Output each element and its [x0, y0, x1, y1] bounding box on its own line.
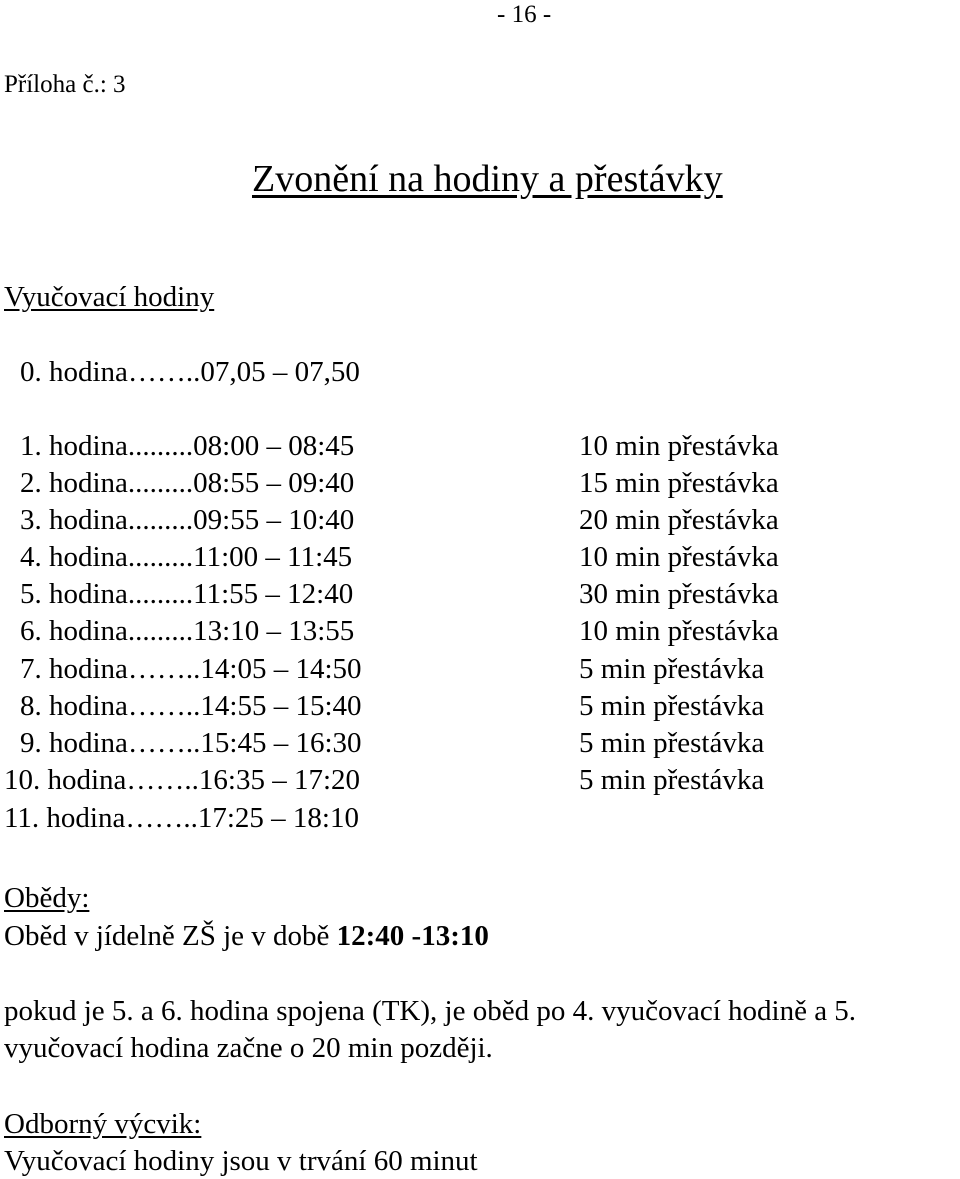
lesson-row [0, 580, 960, 617]
break-length: 20 min přestávka [579, 504, 779, 536]
training-text: Vyučovací hodiny jsou v trvání 60 minut [4, 1145, 478, 1177]
lunch-heading: Obědy: [4, 882, 90, 914]
lesson-row [0, 655, 960, 692]
lesson-time: 10. hodina……..16:35 – 17:20 [4, 764, 361, 796]
break-length: 5 min přestávka [579, 653, 765, 685]
page-number: - 16 - [497, 1, 552, 28]
lesson-time: 4. hodina.........11:00 – 11:45 [20, 541, 353, 573]
lunch-time: 12:40 -13:10 [336, 920, 489, 952]
page-title: Zvonění na hodiny a přestávky [252, 158, 723, 200]
lesson-time: 11. hodina……..17:25 – 18:10 [4, 802, 359, 834]
lesson-row [0, 617, 960, 654]
lesson-time: 9. hodina……..15:45 – 16:30 [20, 727, 362, 759]
lesson-row [0, 766, 960, 803]
lesson-time: 0. hodina……..07,05 – 07,50 [20, 356, 360, 388]
break-length: 5 min přestávka [579, 764, 765, 796]
lesson-time: 1. hodina.........08:00 – 08:45 [20, 430, 355, 462]
lesson-row [0, 506, 960, 543]
lessons-heading: Vyučovací hodiny [4, 281, 215, 313]
break-length: 30 min přestávka [579, 578, 779, 610]
break-length: 15 min přestávka [579, 467, 779, 499]
lesson-row [0, 432, 960, 469]
lesson-row [0, 692, 960, 729]
lunch-note-line-2: vyučovací hodina začne o 20 min později. [4, 1032, 493, 1064]
break-length: 5 min přestávka [579, 727, 765, 759]
lesson-row [0, 543, 960, 580]
lunch-time-line [4, 922, 489, 951]
break-length: 5 min přestávka [579, 690, 765, 722]
lesson-time: 5. hodina.........11:55 – 12:40 [20, 578, 354, 610]
lunch-text: Oběd v jídelně ZŠ je v době [4, 920, 337, 952]
lunch-note-line-1: pokud je 5. a 6. hodina spojena (TK), je oběd po 4. vyučovací hodině a 5. [4, 995, 857, 1027]
lesson-time: 7. hodina……..14:05 – 14:50 [20, 653, 362, 685]
lesson-time: 2. hodina.........08:55 – 09:40 [20, 467, 355, 499]
lesson-time: 3. hodina.........09:55 – 10:40 [20, 504, 355, 536]
training-heading: Odborný výcvik: [4, 1108, 202, 1140]
break-length: 10 min přestávka [579, 430, 779, 462]
lesson-row [0, 358, 960, 395]
break-length: 10 min přestávka [579, 615, 779, 647]
annex-label: Příloha č.: 3 [4, 71, 126, 98]
lesson-time: 6. hodina.........13:10 – 13:55 [20, 615, 355, 647]
lesson-row [0, 804, 960, 841]
lesson-row [0, 729, 960, 766]
break-length: 10 min přestávka [579, 541, 779, 573]
lesson-time: 8. hodina……..14:55 – 15:40 [20, 690, 362, 722]
lesson-row [0, 469, 960, 506]
